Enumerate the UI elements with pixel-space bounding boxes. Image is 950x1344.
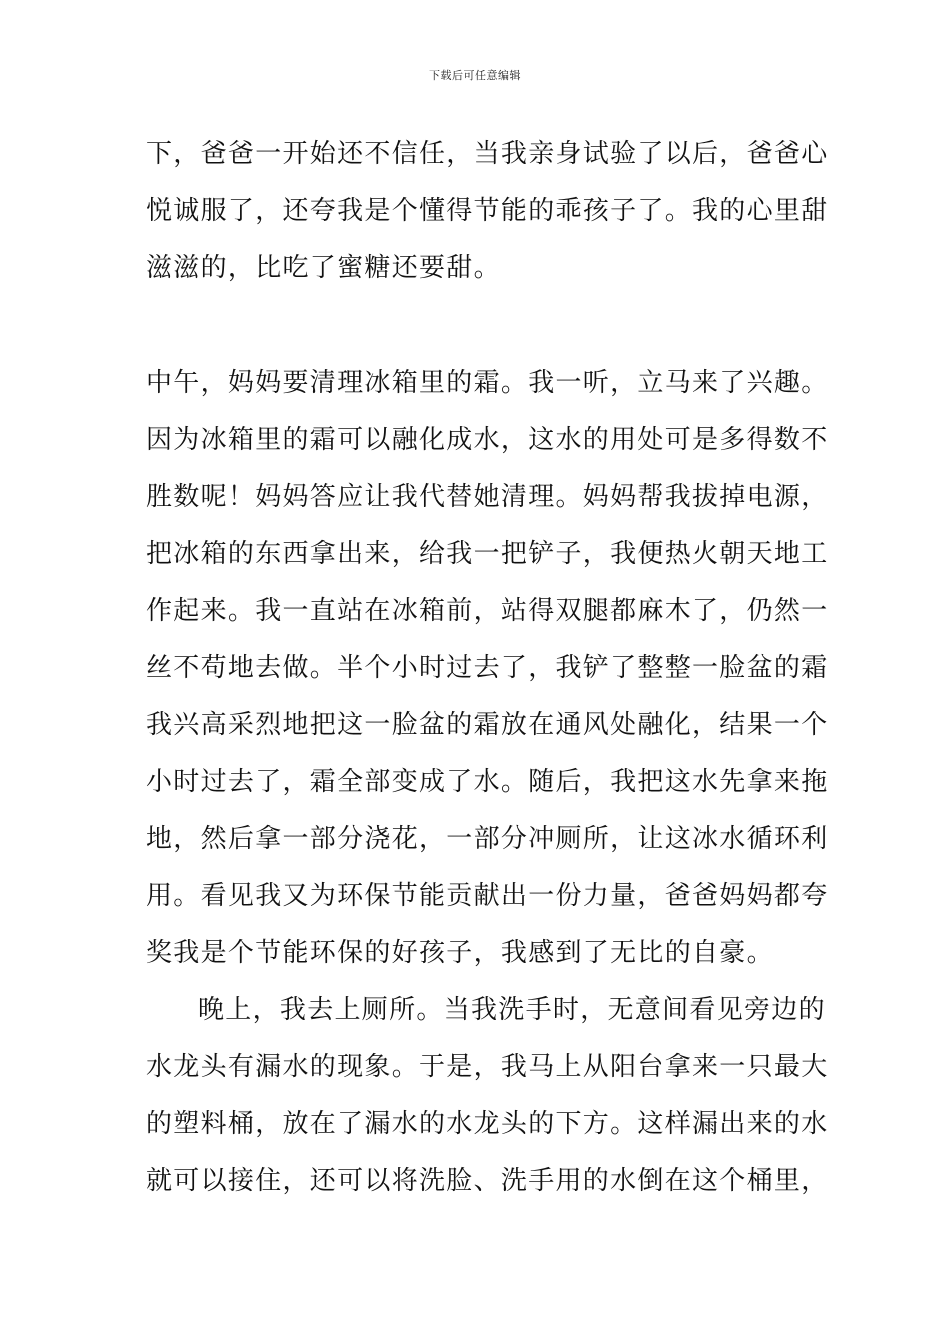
text-line: 奖我是个节能环保的好孩子，我感到了无比的自豪。 <box>146 938 774 968</box>
text-line: 下，爸爸一开始还不信任，当我亲身试验了以后，爸爸心 <box>146 139 829 169</box>
text-line: 水龙头有漏水的现象。于是，我马上从阳台拿来一只最大 <box>146 1052 829 1082</box>
text-line: 把冰箱的东西拿出来，给我一把铲子，我便热火朝天地工 <box>146 539 829 569</box>
text-line: 晚上，我去上厕所。当我洗手时，无意间看见旁边的 <box>198 995 826 1025</box>
text-line: 悦诚服了，还夸我是个懂得节能的乖孩子了。我的心里甜 <box>146 196 829 226</box>
text-line: 的塑料桶，放在了漏水的水龙头的下方。这样漏出来的水 <box>146 1109 829 1139</box>
text-line: 中午，妈妈要清理冰箱里的霜。我一听，立马来了兴趣。 <box>146 368 829 398</box>
header-note: 下载后可任意编辑 <box>429 69 521 82</box>
text-line: 就可以接住，还可以将洗脸、洗手用的水倒在这个桶里， <box>146 1166 829 1196</box>
text-line: 用。看见我又为环保节能贡献出一份力量，爸爸妈妈都夸 <box>146 881 829 911</box>
text-line: 滋滋的，比吃了蜜糖还要甜。 <box>146 253 501 283</box>
text-line: 地，然后拿一部分浇花，一部分冲厕所，让这冰水循环利 <box>146 824 829 854</box>
text-line: 因为冰箱里的霜可以融化成水，这水的用处可是多得数不 <box>146 425 829 455</box>
text-line: 作起来。我一直站在冰箱前，站得双腿都麻木了，仍然一 <box>146 596 829 626</box>
text-line: 胜数呢！妈妈答应让我代替她清理。妈妈帮我拔掉电源， <box>146 482 829 512</box>
text-line: 我兴高采烈地把这一脸盆的霜放在通风处融化，结果一个 <box>146 710 829 740</box>
text-line: 丝不苟地去做。半个小时过去了，我铲了整整一脸盆的霜 <box>146 653 829 683</box>
text-line: 小时过去了，霜全部变成了水。随后，我把这水先拿来拖 <box>146 767 829 797</box>
